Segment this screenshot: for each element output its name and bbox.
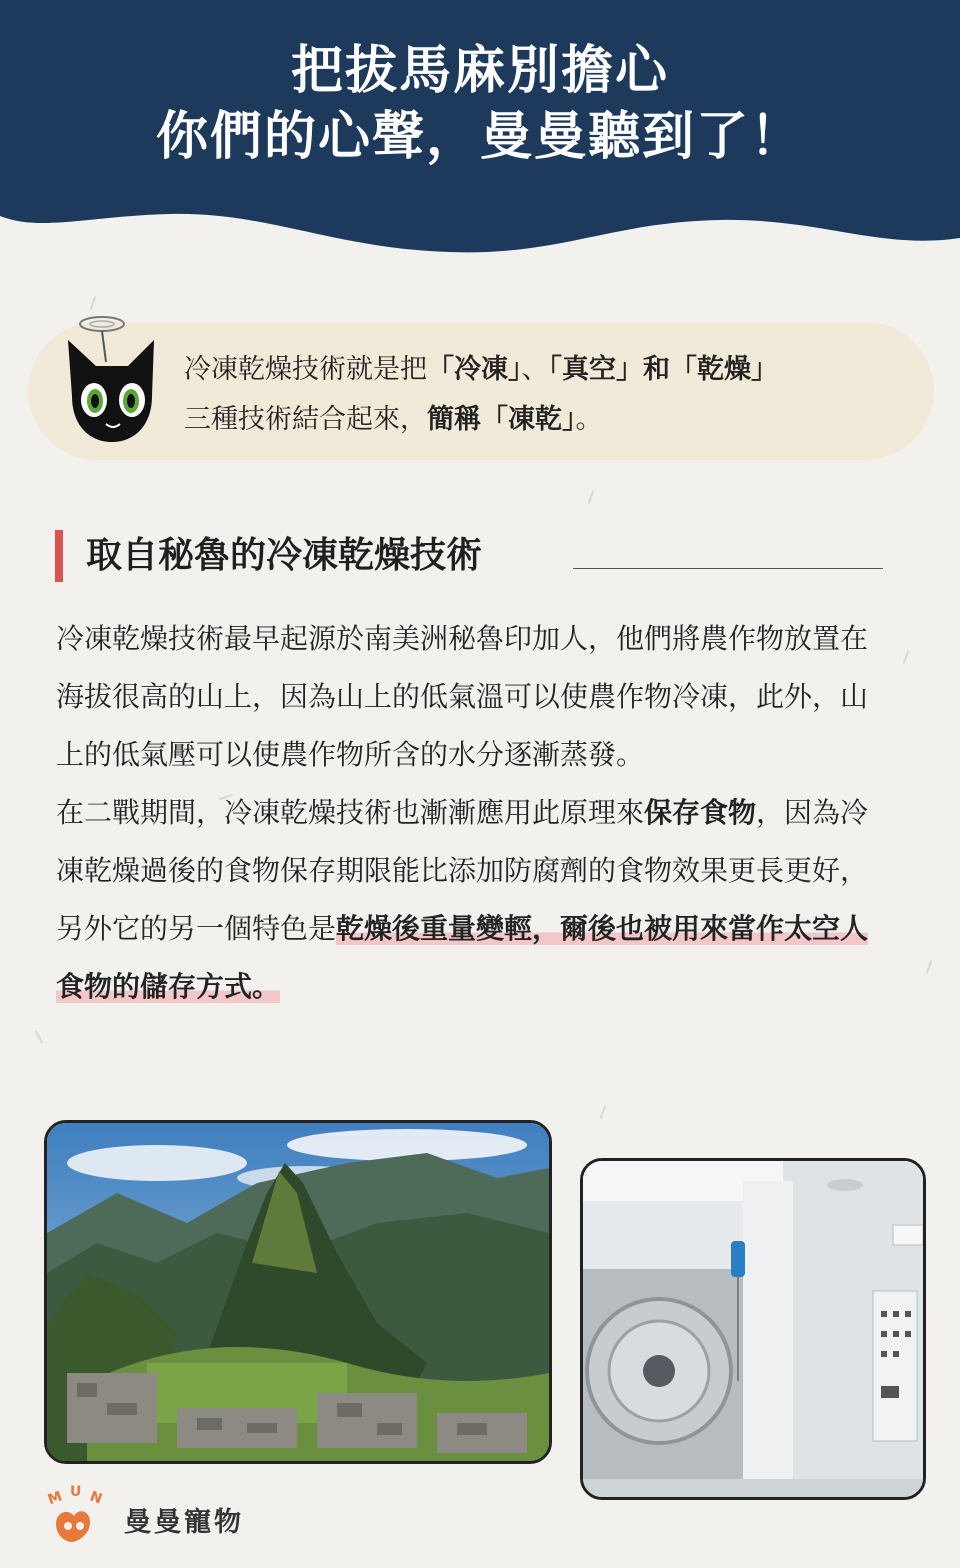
paper-texture bbox=[600, 1105, 607, 1119]
svg-text:N: N bbox=[87, 1488, 105, 1508]
title-line-2: 你們的心聲，曼曼聽到了！ bbox=[155, 107, 804, 167]
paragraph-2: 在二戰期間，冷凍乾燥技術也漸漸應用此原理來保存食物，因為冷凍乾燥過後的食物保存期限能比添加防腐劑的食物效果更長更好，另外它的另一個特色是乾燥後重量變輕，爾後也被用來當作太空人食物的儲存方式。 bbox=[56, 796, 869, 1003]
cat-mascot-icon bbox=[58, 300, 168, 450]
title-line-1: 把拔馬麻別擔心 bbox=[290, 41, 669, 101]
machu-picchu-photo bbox=[44, 1120, 552, 1464]
brand-name: 曼曼寵物 bbox=[124, 1507, 244, 1538]
section-divider bbox=[573, 568, 883, 569]
freeze-dryer-photo bbox=[580, 1158, 926, 1500]
intro-line-2: 三種技術結合起來，簡稱「凍乾」。 bbox=[184, 404, 603, 435]
paper-texture bbox=[35, 1030, 44, 1043]
intro-text bbox=[184, 345, 914, 445]
intro-line-1: 冷凍乾燥技術就是把「冷凍」、「真空」和「乾燥」 bbox=[184, 354, 778, 385]
paper-texture bbox=[903, 650, 910, 664]
paper-texture bbox=[588, 490, 595, 504]
section-title: 取自秘魯的冷凍乾燥技術 bbox=[86, 535, 483, 576]
brand-logo-icon bbox=[46, 1484, 110, 1544]
svg-text:M: M bbox=[46, 1488, 65, 1509]
paper-texture bbox=[926, 960, 933, 974]
highlighted-text: 乾燥後重量變輕，爾後也被用來當作太空人食物的儲存方式。 bbox=[56, 912, 869, 1003]
paragraph-1: 冷凍乾燥技術最早起源於南美洲秘魯印加人，他們將農作物放置在海拔很高的山上，因為山上的低氣溫可以使農作物冷凍，此外，山上的低氣壓可以使農作物所含的水分逐漸蒸發。 bbox=[56, 622, 869, 771]
header-banner bbox=[0, 0, 960, 270]
article-body bbox=[56, 610, 886, 1016]
section-accent-bar bbox=[55, 530, 63, 582]
svg-text:U: U bbox=[70, 1484, 82, 1500]
page-title bbox=[0, 38, 960, 170]
